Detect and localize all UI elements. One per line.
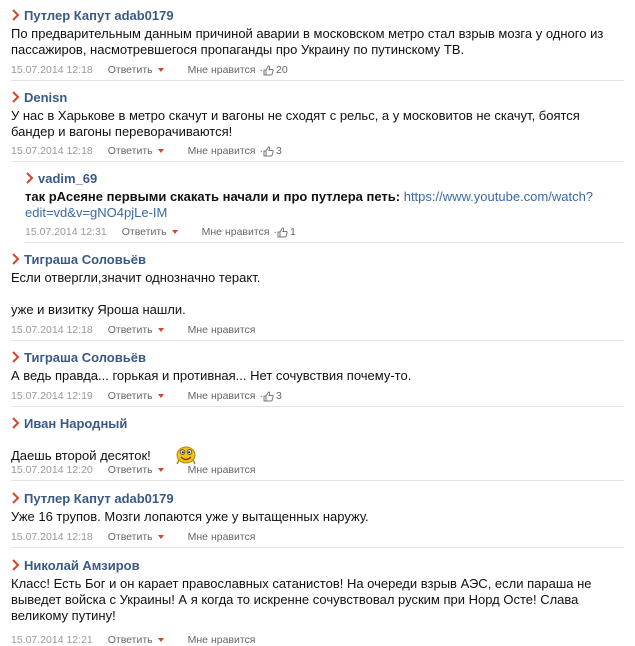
like-button[interactable]: Мне нравится: [187, 464, 256, 476]
comment-date: 15.07.2014 12:31: [25, 226, 107, 238]
comment-author[interactable]: Тиграша Соловьёв: [24, 251, 146, 267]
like-button[interactable]: Мне нравится: [187, 390, 256, 402]
reply-button[interactable]: Ответить: [108, 64, 164, 76]
thumbs-up-icon: [263, 146, 274, 157]
thumbs-up-icon: [277, 227, 288, 238]
like-button[interactable]: Мне нравится: [187, 145, 256, 157]
like-count: · 3: [259, 390, 282, 402]
chevron-right-icon: [11, 492, 20, 504]
comment-reply: [25, 169, 624, 243]
chevron-right-icon: [11, 351, 20, 363]
comment: [11, 88, 624, 162]
thumbs-up-icon: [263, 65, 274, 76]
chevron-right-icon: [11, 417, 20, 429]
chevron-right-icon: [25, 172, 34, 184]
reply-button[interactable]: Ответить: [108, 531, 164, 543]
like-count: · 20: [259, 64, 288, 76]
like-button[interactable]: Мне нравится: [187, 324, 256, 336]
comment-date: 15.07.2014 12:18: [11, 531, 93, 543]
comment-text: Уже 16 трупов. Мозги лопаются уже у вытащенных наружу.: [11, 509, 369, 524]
chevron-right-icon: [11, 91, 20, 103]
comment-author[interactable]: Denisn: [24, 89, 68, 105]
comment: [11, 348, 624, 407]
comment-author[interactable]: vadim_69: [38, 170, 98, 186]
comment-date: 15.07.2014 12:20: [11, 464, 93, 476]
caret-down-icon: [158, 149, 164, 153]
like-button[interactable]: Мне нравится: [187, 64, 256, 76]
comment-text: У нас в Харькове в метро скачут и вагоны не сходят с рельс, а у московитов не скачут, боятся бандер и вагоны переворачиваются!: [11, 108, 580, 139]
caret-down-icon: [158, 394, 164, 398]
comment: [11, 250, 624, 341]
caret-down-icon: [158, 328, 164, 332]
comment-date: 15.07.2014 12:18: [11, 64, 93, 76]
caret-down-icon: [158, 468, 164, 472]
comment-date: 15.07.2014 12:19: [11, 390, 93, 402]
comment-author[interactable]: Путлер Капут adab0179: [24, 7, 174, 23]
youtube-link[interactable]: https://www.youtube.com/watch?edit=vd&v=gNO4pjLe-IM: [25, 189, 594, 220]
comment-text: так рАсеяне первыми скакать начали и про путлера петь: https://www.youtube.com/watch?edit=vd&v=gNO4pjLe-IM: [25, 189, 594, 220]
comment-author[interactable]: Тиграша Соловьёв: [24, 349, 146, 365]
comment: [11, 414, 624, 481]
chevron-right-icon: [11, 559, 20, 571]
reply-button[interactable]: Ответить: [122, 226, 178, 238]
caret-down-icon: [158, 68, 164, 72]
comment-text: По предварительным данным причиной аварии в московском метро стал взрыв мозга у одного из пассажиров, насмотревшегося пропаганды про Украину по путинскому ТВ.: [11, 26, 604, 57]
comment-author[interactable]: Путлер Капут adab0179: [24, 490, 174, 506]
smiley-emoticon-icon: [174, 444, 198, 466]
comment-date: 15.07.2014 12:18: [11, 324, 93, 336]
comment-text: Если отвергли,значит однозначно теракт. уже и визитку Яроша нашли.: [11, 270, 261, 317]
like-button[interactable]: Мне нравится: [201, 226, 270, 238]
caret-down-icon: [158, 535, 164, 539]
reply-button[interactable]: Ответить: [108, 390, 164, 402]
comment: [11, 556, 624, 646]
like-count: · 1: [273, 226, 296, 238]
caret-down-icon: [158, 638, 164, 642]
caret-down-icon: [172, 230, 178, 234]
comment-text: Даешь второй десяток!: [11, 444, 624, 466]
comment-date: 15.07.2014 12:21: [11, 634, 93, 646]
comment-text: Класс! Есть Бог и он карает православных сатанистов! На очереди взрыв АЭС, если параша не выведет войска с Украины! А я когда то искренне сочувствовал руским при Норд Осте! Слава великому путину!: [11, 576, 592, 623]
comment: [11, 489, 624, 548]
like-button[interactable]: Мне нравится: [187, 634, 256, 646]
reply-button[interactable]: Ответить: [108, 634, 164, 646]
comment: [11, 6, 624, 81]
comment-author[interactable]: Иван Народный: [24, 415, 128, 431]
reply-button[interactable]: Ответить: [108, 464, 164, 476]
like-button[interactable]: Мне нравится: [187, 531, 256, 543]
comment-date: 15.07.2014 12:18: [11, 145, 93, 157]
reply-button[interactable]: Ответить: [108, 324, 164, 336]
thumbs-up-icon: [263, 391, 274, 402]
chevron-right-icon: [11, 253, 20, 265]
chevron-right-icon: [11, 9, 20, 21]
reply-button[interactable]: Ответить: [108, 145, 164, 157]
comment-author[interactable]: Николай Амзиров: [24, 557, 140, 573]
like-count: · 3: [259, 145, 282, 157]
comment-text: А ведь правда... горькая и противная... Нет сочувствия почему-то.: [11, 368, 412, 383]
